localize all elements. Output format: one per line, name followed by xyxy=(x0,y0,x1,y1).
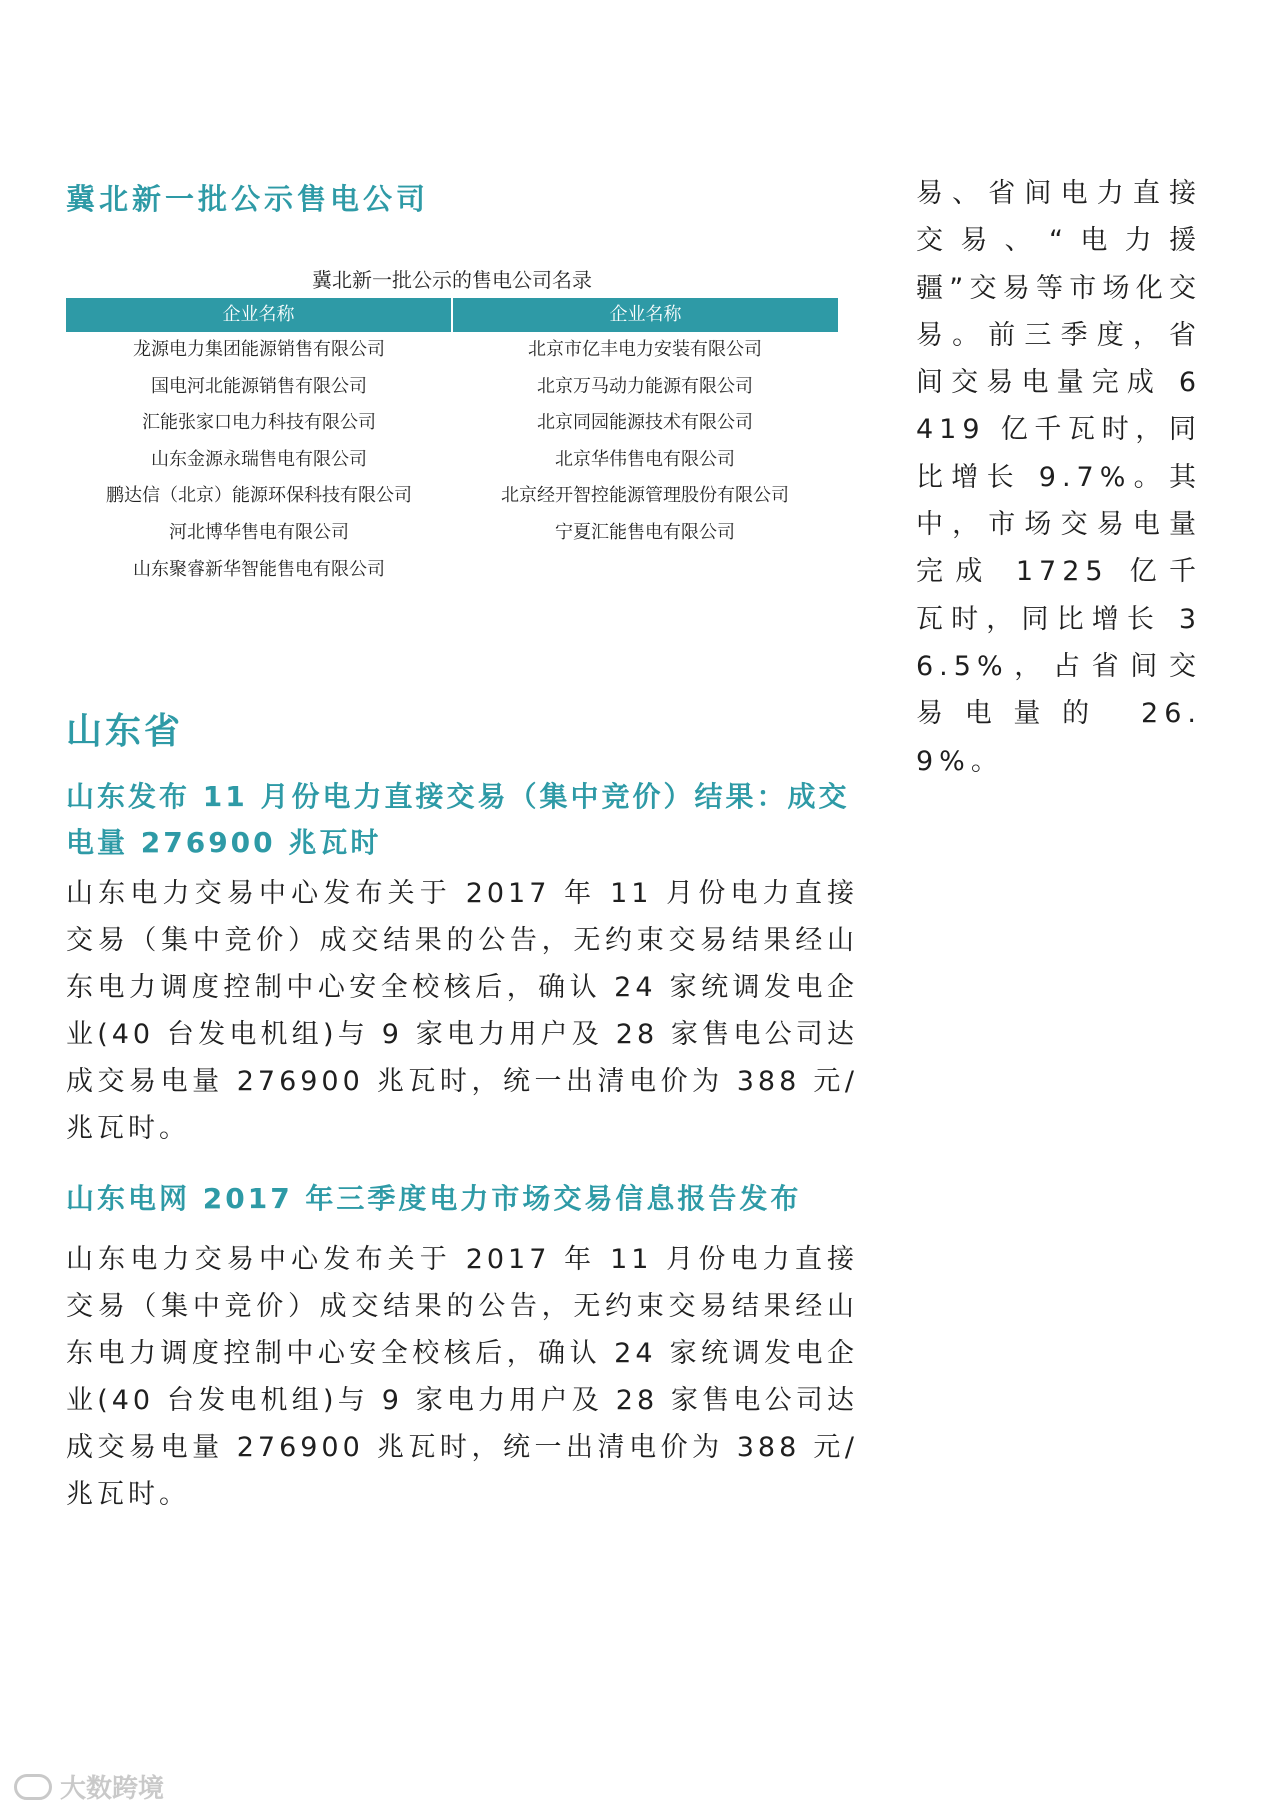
company-name: 汇能张家口电力科技有限公司 xyxy=(142,412,376,434)
company-name: 鹏达信（北京）能源环保科技有限公司 xyxy=(106,485,412,507)
company-name: 北京同园能源技术有限公司 xyxy=(537,412,753,434)
province-title: 山东省 xyxy=(66,711,184,752)
company-name: 山东聚睿新华智能售电有限公司 xyxy=(133,558,385,580)
company-column-left xyxy=(66,332,452,588)
right-column xyxy=(916,170,1202,785)
company-name: 北京经开智控能源管理股份有限公司 xyxy=(501,485,789,507)
article-title: 山东发布 11 月份电力直接交易（集中竞价）结果：成交电量 276900 兆瓦时 xyxy=(66,780,850,859)
watermark xyxy=(14,1768,164,1805)
company-name: 龙源电力集团能源销售有限公司 xyxy=(133,339,385,360)
table-caption: 冀北新一批公示的售电公司名录 xyxy=(312,268,592,292)
left-column xyxy=(66,170,858,1510)
company-column-right xyxy=(452,332,838,588)
company-name: 宁夏汇能售电有限公司 xyxy=(555,521,735,543)
table-header xyxy=(66,298,838,332)
company-name: 北京华伟售电有限公司 xyxy=(555,448,735,470)
jibei-heading: 冀北新一批公示售电公司 xyxy=(66,182,430,216)
company-name: 国电河北能源销售有限公司 xyxy=(151,375,367,397)
company-name: 北京万马动力能源有限公司 xyxy=(537,375,753,397)
company-name: 河北博华售电有限公司 xyxy=(169,521,349,543)
company-table xyxy=(66,298,838,588)
company-name: 山东金源永瑞售电有限公司 xyxy=(151,448,367,470)
column-header-left: 企业名称 xyxy=(222,304,295,325)
right-column-text: 易、省间电力直接交易、“电力援疆”交易等市场化交易。前三季度，省间交易电量完成 6419 亿千瓦时，同比增长 9.7%。其中，市场交易电量完成 1725 亿千瓦时，同比增长 36.5%，占省间交易电量的 26.9%。 xyxy=(916,178,1202,777)
watermark-logo-icon xyxy=(14,1774,52,1800)
watermark-text: 大数跨境 xyxy=(60,1774,165,1804)
company-name: 北京市亿丰电力安装有限公司 xyxy=(528,339,762,360)
table-body xyxy=(66,332,838,588)
article-title: 山东电网 2017 年三季度电力市场交易信息报告发布 xyxy=(66,1182,802,1215)
column-header-right: 企业名称 xyxy=(451,298,838,332)
article-body: 山东电力交易中心发布关于 2017 年 11 月份电力直接交易（集中竞价）成交结果的公告，无约束交易结果经山东电力调度控制中心安全校核后，确认 24 家统调发电企业(40 台发电机组)与 9 家电力用户及 28 家售电公司达成交易电量 276900 兆瓦时，统一出清电价为 388 元/兆瓦时。 xyxy=(66,878,858,1144)
article-body: 山东电力交易中心发布关于 2017 年 11 月份电力直接交易（集中竞价）成交结果的公告，无约束交易结果经山东电力调度控制中心安全校核后，确认 24 家统调发电企业(40 台发电机组)与 9 家电力用户及 28 家售电公司达成交易电量 276900 兆瓦时，统一出清电价为 388 元/兆瓦时。 xyxy=(66,1244,858,1510)
